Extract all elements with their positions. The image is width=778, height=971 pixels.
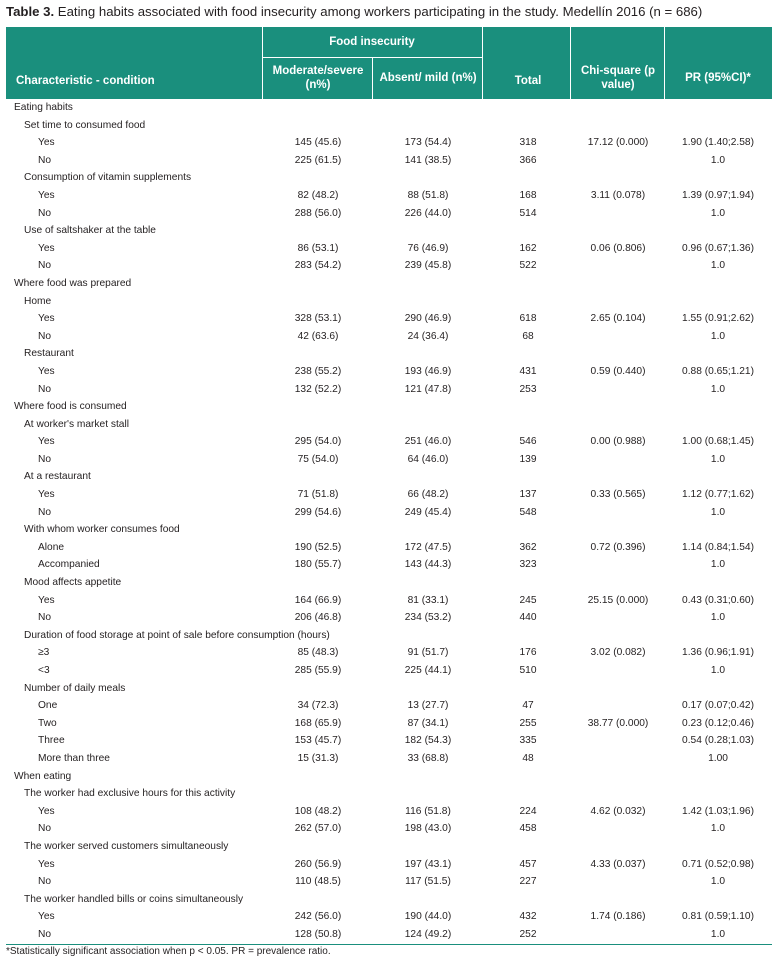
subsection-row (6, 521, 772, 539)
cell-pr: 1.0 (710, 260, 726, 272)
subsection-row (6, 838, 772, 856)
row-label: Three (38, 735, 65, 747)
subsection-row (6, 680, 772, 698)
table-row (6, 732, 772, 750)
section-row (6, 768, 772, 786)
row-label: Eating habits (14, 102, 73, 113)
table-row (6, 856, 772, 874)
cell-chi-square: 3.11 (0.078) (590, 189, 646, 201)
cell-chi-square: 0.72 (0.396) (590, 541, 646, 553)
cell-chi-square: 17.12 (0.000) (587, 137, 649, 149)
table-row (6, 592, 772, 610)
row-label: Duration of food storage at point of sale before consumption (hours) (24, 629, 330, 641)
cell-absent-mild: 182 (54.3) (404, 735, 452, 747)
cell-pr: 0.43 (0.31;0.60) (682, 594, 754, 606)
row-label: <3 (38, 665, 50, 676)
cell-total: 318 (519, 137, 537, 149)
cell-absent-mild: 88 (51.8) (407, 189, 449, 201)
table-row (6, 820, 772, 838)
cell-pr: 1.0 (710, 612, 726, 624)
row-label: At worker's market stall (24, 418, 129, 430)
cell-chi-square: 1.74 (0.186) (590, 911, 646, 923)
cell-moderate-severe: 285 (55.9) (294, 665, 342, 676)
cell-moderate-severe: 145 (45.6) (294, 137, 342, 149)
cell-chi-square: 0.59 (0.440) (590, 365, 646, 377)
table-row (6, 556, 772, 574)
cell-absent-mild: 141 (38.5) (404, 154, 452, 166)
section-row (6, 275, 772, 293)
cell-pr: 1.0 (710, 665, 726, 676)
row-label: Use of saltshaker at the table (24, 225, 156, 237)
row-label: No (38, 260, 52, 272)
cell-total: 457 (519, 858, 537, 870)
cell-moderate-severe: 110 (48.5) (295, 876, 341, 888)
header-pr: PR (95%CI)* (685, 72, 751, 84)
row-label: The worker served customers simultaneously (24, 840, 229, 852)
row-label: No (38, 330, 52, 342)
cell-chi-square: 0.00 (0.988) (590, 436, 646, 448)
row-label: No (38, 928, 52, 940)
table-row (6, 486, 772, 504)
cell-pr: 0.81 (0.59;1.10) (682, 911, 754, 923)
table-row (6, 134, 772, 152)
cell-moderate-severe: 85 (48.3) (297, 647, 339, 659)
cell-total: 432 (519, 911, 537, 923)
subsection-row (6, 169, 772, 187)
row-label: Mood affects appetite (24, 577, 122, 589)
cell-pr: 1.0 (710, 559, 726, 571)
table-title: Eating habits associated with food insecurity among workers participating in the study. Medellín 2016 (n = 686) (54, 4, 703, 19)
cell-moderate-severe: 108 (48.2) (294, 805, 342, 817)
cell-pr: 0.17 (0.07;0.42) (682, 700, 754, 712)
cell-total: 253 (519, 383, 537, 395)
cell-moderate-severe: 153 (45.7) (294, 735, 342, 747)
cell-pr: 1.14 (0.84;1.54) (682, 541, 754, 553)
table-row (6, 310, 772, 328)
cell-absent-mild: 66 (48.2) (407, 489, 449, 501)
cell-moderate-severe: 206 (46.8) (294, 612, 342, 624)
data-table (6, 27, 772, 944)
header-divider (482, 27, 483, 99)
cell-pr: 0.23 (0.12;0.46) (682, 717, 754, 729)
subsection-row (6, 891, 772, 909)
cell-pr: 1.0 (710, 928, 726, 940)
section-row (6, 99, 772, 117)
cell-absent-mild: 117 (51.5) (405, 876, 451, 888)
cell-absent-mild: 24 (36.4) (407, 330, 449, 342)
cell-pr: 1.0 (710, 823, 726, 835)
cell-absent-mild: 33 (68.8) (407, 752, 449, 764)
cell-absent-mild: 91 (51.7) (407, 647, 449, 659)
cell-absent-mild: 76 (46.9) (407, 242, 449, 254)
row-label: One (38, 700, 58, 712)
row-label: No (38, 453, 52, 465)
table-row (6, 803, 772, 821)
cell-absent-mild: 225 (44.1) (404, 665, 452, 676)
cell-moderate-severe: 132 (52.2) (294, 383, 342, 395)
cell-moderate-severe: 71 (51.8) (297, 489, 339, 501)
subsection-row (6, 117, 772, 135)
cell-chi-square: 38.77 (0.000) (587, 717, 649, 729)
row-label: Home (24, 295, 52, 307)
cell-chi-square: 0.33 (0.565) (590, 489, 646, 501)
header-food-insecurity: Food insecurity (329, 36, 415, 48)
cell-total: 546 (519, 436, 537, 448)
header-chi-square: Chi-square (p value) (580, 65, 656, 91)
cell-moderate-severe: 328 (53.1) (294, 313, 342, 325)
table-number: Table 3. (6, 4, 55, 19)
cell-moderate-severe: 180 (55.7) (294, 559, 342, 571)
table-row (6, 433, 772, 451)
row-label: Yes (38, 594, 55, 606)
cell-pr: 1.0 (710, 876, 726, 888)
table-row (6, 697, 772, 715)
cell-absent-mild: 198 (43.0) (404, 823, 452, 835)
table-row (6, 451, 772, 469)
cell-total: 510 (519, 665, 537, 676)
row-label: No (38, 383, 52, 395)
cell-moderate-severe: 128 (50.8) (294, 928, 342, 940)
cell-pr: 0.96 (0.67;1.36) (682, 242, 754, 254)
table-row (6, 205, 772, 223)
cell-total: 522 (519, 260, 537, 272)
cell-moderate-severe: 225 (61.5) (294, 154, 342, 166)
cell-moderate-severe: 295 (54.0) (294, 436, 342, 448)
row-label: Yes (38, 365, 55, 377)
cell-total: 224 (519, 805, 537, 817)
row-label: Alone (38, 541, 65, 553)
cell-chi-square: 4.33 (0.037) (590, 858, 646, 870)
subsection-row (6, 627, 772, 645)
cell-moderate-severe: 42 (63.6) (297, 330, 339, 342)
table-row (6, 644, 772, 662)
row-label: Number of daily meals (24, 682, 126, 694)
row-label: No (38, 612, 52, 624)
cell-pr: 0.88 (0.65;1.21) (682, 365, 754, 377)
cell-absent-mild: 239 (45.8) (404, 260, 452, 272)
subsection-row (6, 416, 772, 434)
table-row (6, 662, 772, 680)
table-row (6, 715, 772, 733)
header-characteristic: Characteristic - condition (16, 75, 155, 87)
cell-pr: 1.39 (0.97;1.94) (682, 189, 754, 201)
row-label: No (38, 154, 52, 166)
header-divider (372, 57, 373, 99)
cell-total: 168 (519, 189, 537, 201)
cell-absent-mild: 234 (53.2) (404, 612, 452, 624)
subsection-row (6, 345, 772, 363)
cell-absent-mild: 226 (44.0) (404, 207, 452, 219)
table-row (6, 187, 772, 205)
cell-total: 47 (522, 700, 534, 712)
row-label: At a restaurant (24, 471, 91, 483)
row-label: No (38, 823, 52, 835)
subsection-row (6, 222, 772, 240)
subsection-row (6, 293, 772, 311)
cell-total: 162 (519, 242, 537, 254)
cell-moderate-severe: 190 (52.5) (294, 541, 342, 553)
cell-moderate-severe: 75 (54.0) (297, 453, 339, 465)
table-row (6, 908, 772, 926)
cell-pr: 1.0 (710, 330, 726, 342)
cell-absent-mild: 116 (51.8) (405, 805, 451, 817)
cell-total: 458 (519, 823, 537, 835)
cell-pr: 1.0 (710, 453, 726, 465)
table-bottom-rule (6, 944, 772, 945)
cell-total: 176 (519, 647, 537, 659)
row-label: No (38, 506, 52, 518)
header-total: Total (514, 75, 542, 87)
table-row (6, 926, 772, 944)
cell-pr: 0.54 (0.28;1.03) (682, 735, 754, 747)
cell-pr: 1.0 (710, 207, 726, 219)
cell-pr: 1.0 (710, 506, 726, 518)
row-label: Yes (38, 805, 55, 817)
cell-absent-mild: 172 (47.5) (404, 541, 452, 553)
cell-absent-mild: 121 (47.8) (404, 383, 452, 395)
cell-total: 548 (519, 506, 537, 518)
row-label: Restaurant (24, 348, 74, 360)
cell-total: 618 (519, 313, 537, 325)
cell-absent-mild: 124 (49.2) (404, 928, 452, 940)
cell-absent-mild: 193 (46.9) (404, 365, 452, 377)
cell-absent-mild: 197 (43.1) (404, 858, 452, 870)
row-label: Yes (38, 911, 55, 923)
section-row (6, 398, 772, 416)
cell-pr: 1.0 (710, 154, 726, 166)
table-body (6, 99, 772, 944)
table-row (6, 539, 772, 557)
table-row (6, 750, 772, 768)
row-label: Yes (38, 313, 55, 325)
cell-total: 431 (519, 365, 537, 377)
row-label: Yes (38, 137, 55, 149)
cell-moderate-severe: 168 (65.9) (294, 717, 342, 729)
cell-total: 323 (519, 559, 537, 571)
cell-absent-mild: 64 (46.0) (407, 453, 449, 465)
subsection-row (6, 468, 772, 486)
cell-total: 255 (519, 717, 537, 729)
cell-total: 245 (519, 594, 537, 606)
cell-total: 252 (519, 928, 537, 940)
cell-chi-square: 4.62 (0.032) (590, 805, 646, 817)
cell-pr: 1.0 (710, 383, 726, 395)
cell-moderate-severe: 164 (66.9) (294, 594, 342, 606)
cell-moderate-severe: 15 (31.3) (297, 752, 339, 764)
row-label: Accompanied (38, 559, 100, 571)
cell-moderate-severe: 82 (48.2) (297, 189, 339, 201)
cell-pr: 1.42 (1.03;1.96) (682, 805, 754, 817)
row-label: When eating (14, 770, 72, 782)
table-row (6, 363, 772, 381)
header-divider (664, 27, 665, 99)
cell-pr: 1.00 (708, 752, 728, 764)
cell-total: 137 (519, 489, 537, 501)
cell-moderate-severe: 260 (56.9) (294, 858, 342, 870)
cell-moderate-severe: 34 (72.3) (297, 700, 339, 712)
cell-absent-mild: 81 (33.1) (407, 594, 449, 606)
cell-chi-square: 3.02 (0.082) (590, 647, 646, 659)
cell-absent-mild: 143 (44.3) (404, 559, 452, 571)
table-row (6, 257, 772, 275)
row-label: More than three (38, 752, 110, 764)
row-label: ≥3 (38, 647, 50, 659)
header-divider (262, 27, 263, 99)
cell-total: 48 (522, 752, 534, 764)
cell-chi-square: 2.65 (0.104) (590, 313, 646, 325)
table-row (6, 609, 772, 627)
row-label: No (38, 207, 52, 219)
table-row (6, 328, 772, 346)
cell-pr: 0.71 (0.52;0.98) (682, 858, 754, 870)
cell-pr: 1.36 (0.96;1.91) (682, 647, 754, 659)
cell-pr: 1.90 (1.40;2.58) (682, 137, 754, 149)
cell-total: 68 (522, 330, 534, 342)
cell-total: 227 (519, 876, 537, 888)
row-label: Yes (38, 436, 55, 448)
cell-moderate-severe: 238 (55.2) (294, 365, 342, 377)
cell-pr: 1.00 (0.68;1.45) (682, 436, 754, 448)
cell-absent-mild: 290 (46.9) (404, 313, 452, 325)
row-label: No (38, 876, 52, 888)
cell-moderate-severe: 242 (56.0) (294, 911, 342, 923)
header-divider (262, 57, 482, 58)
cell-moderate-severe: 299 (54.6) (294, 506, 342, 518)
cell-moderate-severe: 283 (54.2) (294, 260, 342, 272)
subsection-row (6, 574, 772, 592)
table-row (6, 381, 772, 399)
cell-absent-mild: 251 (46.0) (404, 436, 452, 448)
cell-moderate-severe: 86 (53.1) (297, 242, 339, 254)
header-absent-mild: Absent/ mild (n%) (379, 72, 477, 84)
cell-absent-mild: 173 (54.4) (404, 137, 452, 149)
row-label: With whom worker consumes food (24, 524, 180, 536)
table-header (6, 27, 772, 99)
cell-pr: 1.55 (0.91;2.62) (682, 313, 754, 325)
table-row (6, 240, 772, 258)
cell-total: 440 (519, 612, 537, 624)
header-moderate-severe: Moderate/severe (n%) (272, 65, 364, 91)
cell-total: 139 (519, 453, 537, 465)
cell-pr: 1.12 (0.77;1.62) (682, 489, 754, 501)
row-label: Consumption of vitamin supplements (24, 172, 192, 184)
row-label: Where food is consumed (14, 401, 127, 413)
row-label: The worker had exclusive hours for this activity (24, 788, 236, 800)
cell-chi-square: 25.15 (0.000) (587, 594, 649, 606)
cell-chi-square: 0.06 (0.806) (590, 242, 646, 254)
cell-moderate-severe: 288 (56.0) (294, 207, 342, 219)
row-label: Yes (38, 242, 55, 254)
table-row (6, 504, 772, 522)
table-caption (6, 4, 772, 20)
table-footnote: *Statistically significant association when p < 0.05. PR = prevalence ratio. (6, 946, 331, 957)
cell-total: 366 (519, 154, 537, 166)
cell-absent-mild: 190 (44.0) (404, 911, 452, 923)
cell-total: 335 (519, 735, 537, 747)
cell-absent-mild: 87 (34.1) (407, 717, 449, 729)
row-label: Yes (38, 858, 55, 870)
row-label: Yes (38, 189, 55, 201)
row-label: Two (38, 717, 57, 729)
table-row (6, 873, 772, 891)
row-label: Set time to consumed food (24, 119, 146, 131)
row-label: Yes (38, 489, 55, 501)
subsection-row (6, 785, 772, 803)
cell-moderate-severe: 262 (57.0) (294, 823, 342, 835)
table-row (6, 152, 772, 170)
cell-absent-mild: 13 (27.7) (407, 700, 449, 712)
cell-absent-mild: 249 (45.4) (404, 506, 452, 518)
row-label: The worker handled bills or coins simultaneously (24, 893, 244, 905)
header-divider (570, 27, 571, 99)
cell-total: 362 (519, 541, 537, 553)
row-label: Where food was prepared (14, 277, 132, 289)
cell-total: 514 (519, 207, 537, 219)
